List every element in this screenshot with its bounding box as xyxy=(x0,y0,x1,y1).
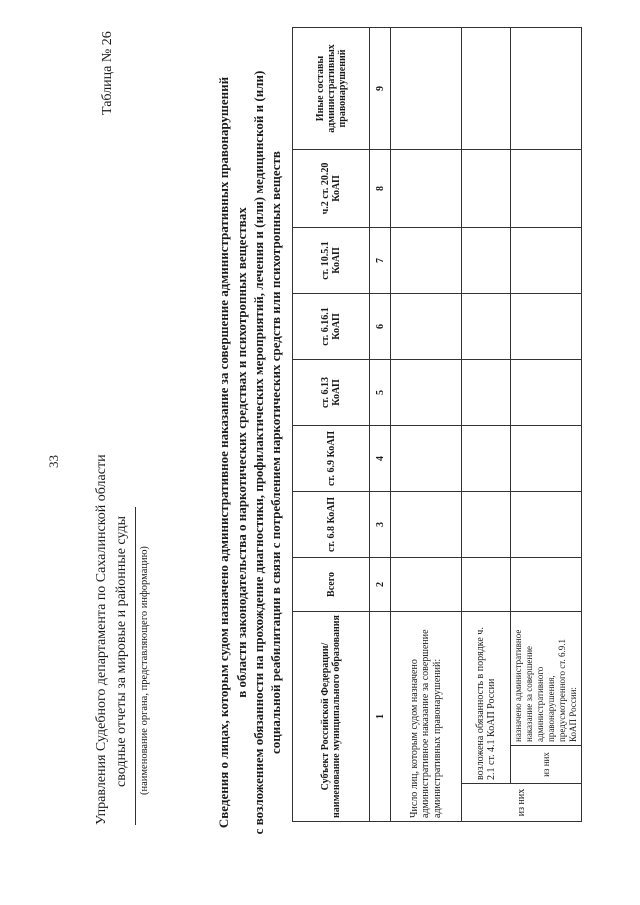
header-c5: ст. 6.13 КоАП xyxy=(293,359,370,425)
table-cell xyxy=(391,425,462,491)
table-cell xyxy=(511,27,582,149)
header-c6: ст. 6.16.1 КоАП xyxy=(293,293,370,359)
table-cell xyxy=(511,227,582,293)
title-line-2: в области законодательства о наркотических средствах и психотропных веществах xyxy=(234,207,249,698)
of-them-label: из них xyxy=(462,784,582,822)
table-cell xyxy=(391,293,462,359)
table-cell xyxy=(391,27,462,149)
title-line-3: с возложением обязанности на прохождение диагностики, профилактических мероприятий, лечения и (или) медицинской и (или) xyxy=(251,70,266,835)
table-cell xyxy=(511,557,582,611)
column-number-row xyxy=(370,27,391,821)
table-cell xyxy=(462,227,511,293)
table-number: Таблица № 26 xyxy=(100,31,115,115)
row-1-label: Число лиц, которым судом назначено административное наказание за совершение административных правонарушений: xyxy=(391,611,462,821)
table-row xyxy=(462,27,511,821)
header-c3: ст. 6.8 КоАП xyxy=(293,491,370,557)
col-num-4: 4 xyxy=(370,425,391,491)
table-row xyxy=(511,27,582,821)
table-cell xyxy=(391,227,462,293)
table-cell xyxy=(511,359,582,425)
row-3-label: назначено административное наказание за совершение административного правонарушения, предусмотренного ст. 6.9.1 КоАП России: xyxy=(511,611,582,745)
table-cell xyxy=(391,557,462,611)
org-caption: (наименование органа, представляющего информацию) xyxy=(139,546,150,795)
header-c4: ст. 6.9 КоАП xyxy=(293,425,370,491)
header-c9: Иные составы административных правонарушений xyxy=(293,27,370,149)
table-cell xyxy=(462,359,511,425)
header-c7: ст. 10.5.1 КоАП xyxy=(293,227,370,293)
table-cell xyxy=(462,27,511,149)
header-subject: Субъект Российской Федерации/ наименование муниципального образования xyxy=(293,611,370,821)
table-cell xyxy=(462,149,511,227)
table-cell xyxy=(391,491,462,557)
col-num-8: 8 xyxy=(370,149,391,227)
table-cell xyxy=(511,491,582,557)
col-num-9: 9 xyxy=(370,27,391,149)
org-underline xyxy=(135,507,136,825)
data-table xyxy=(292,27,582,822)
of-them-label-2: из них xyxy=(511,746,582,784)
table-cell xyxy=(462,293,511,359)
col-num-6: 6 xyxy=(370,293,391,359)
header-c8: ч.2 ст. 20.20 КоАП xyxy=(293,149,370,227)
col-num-7: 7 xyxy=(370,227,391,293)
table-cell xyxy=(511,149,582,227)
col-num-5: 5 xyxy=(370,359,391,425)
title-line-4: социальной реабилитации в связи с потреблением наркотических средств или психотропных веществ xyxy=(268,151,283,754)
table-row xyxy=(391,27,462,821)
table-cell xyxy=(511,425,582,491)
org-name-line-1: Управления Судебного департамента по Сахалинской области xyxy=(94,454,109,825)
col-num-3: 3 xyxy=(370,491,391,557)
col-num-1: 1 xyxy=(370,611,391,821)
table-cell xyxy=(462,491,511,557)
col-num-2: 2 xyxy=(370,557,391,611)
table-cell xyxy=(462,425,511,491)
header-total: Всего xyxy=(293,557,370,611)
table-cell xyxy=(511,293,582,359)
table-cell xyxy=(462,557,511,611)
page-number: 33 xyxy=(46,455,61,468)
table-cell xyxy=(391,359,462,425)
table-cell xyxy=(391,149,462,227)
org-name-line-2: сводные отчеты за мировые и районные суды xyxy=(114,515,129,787)
header-row xyxy=(293,27,370,821)
row-2-label: возложена обязанность в порядке ч. 2.1 ст. 4.1 КоАП России xyxy=(462,611,511,783)
title-line-1: Сведения о лицах, которым судом назначено административное наказание за совершение административных правонарушений xyxy=(216,76,231,829)
